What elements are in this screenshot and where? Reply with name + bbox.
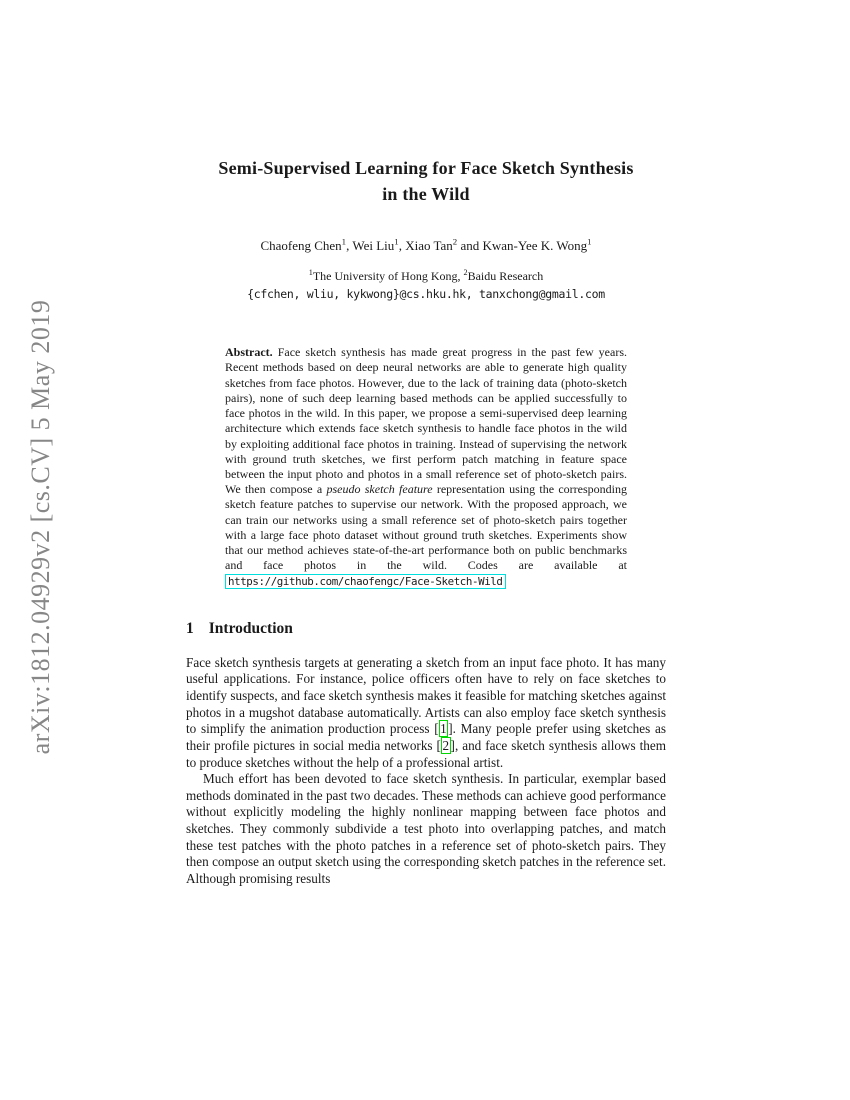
authors-line: Chaofeng Chen$^1$, Wei Liu$^1$, Xiao Tan$^2$ and Kwan-Yee K. Wong$^1$ — [260, 236, 592, 254]
abstract-label: Abstract. — [225, 345, 273, 360]
paper-title: Semi-Supervised Learning for Face Sketch Synthesis in the Wild — [218, 158, 634, 204]
superscript-marker: 2 — [452, 236, 458, 247]
section-heading — [186, 620, 666, 638]
paper-content — [186, 0, 666, 888]
arxiv-watermark: arXiv:1812.04929v2 [cs.CV] 5 May 2019 — [26, 299, 55, 755]
citation-ref[interactable]: 2 — [442, 737, 450, 753]
superscript-marker: 1 — [341, 236, 347, 247]
citation-ref[interactable]: 1 — [440, 721, 447, 737]
intro-paragraph-1: Face sketch synthesis targets at generating a sketch from an input face photo. It has many useful applications. For instance, police officers often have to rely on face sketches to identify suspects, and face sketch synthesis makes it feasible for matching sketches against photos in a mugshot database automatically. Artists can also employ face sketch synthesis to simplify the animation production process [ 1 ]. Many people prefer using sketches as their profile pictures in social media networks [ 2 ], and face sketch synthesis allows them to produce sketches without the help of a professional artist. — [186, 654, 666, 770]
github-link[interactable]: https://github.com/chaofengc/Face-Sketch-Wild — [225, 574, 506, 589]
superscript-marker: 1 — [587, 236, 592, 247]
affiliation-line: $^1$The University of Hong Kong, $^2$Baidu Research — [308, 268, 544, 284]
emails-line: {cfchen, wliu, kykwong}@cs.hku.hk, tanxchong@gmail.com — [247, 287, 605, 302]
abstract — [186, 345, 666, 589]
abstract-text: Face sketch synthesis has made great progress in the past few years. Recent methods based on deep neural networks are able to generate high quality sketches from face photos. However, due to the lack of training data (photo-sketch pairs), none of such deep learning based methods can be applied successfully to face photos in the wild. In this paper, we propose a semi-supervised deep learning architecture which extends face sketch synthesis to handle face photos in the wild by exploiting additional face photos in training. Instead of supervising the network with ground truth sketches, we first perform patch matching in feature space between the input photo and photos in a small reference set of photo-sketch pairs. We then compose a pseudo sketch feature representation using the corresponding sketch feature patches to supervise our network. With the proposed approach, we can train our networks using a small reference set of photo-sketch pairs together with a large face photo dataset without ground truth sketches. Experiments show that our method achieves state-of-the-art performance both on public benchmarks and face photos in the wild. Codes are available at https://github.com/chaofengc/Face-Sketch-Wild — [225, 345, 627, 588]
intro-paragraph-2: Much effort has been devoted to face sketch synthesis. In particular, exemplar based methods dominated in the past two decades. These methods can achieve good performance without explicitly modeling the highly nonlinear mapping between face photos and sketches. They commonly subdivide a test photo into overlapping patches, and match these test patches with the photo patches in a reference set of photo-sketch pairs. They then compose an output sketch using the corresponding sketch patches in the reference set. Although promising results — [186, 771, 666, 886]
superscript-marker: 2 — [463, 268, 468, 278]
superscript-marker: 1 — [394, 236, 399, 247]
section-title: Introduction — [208, 619, 293, 637]
section-number: 1 — [186, 619, 194, 637]
emphasized-text: pseudo sketch feature — [326, 482, 433, 497]
superscript-marker: 1 — [308, 268, 313, 278]
